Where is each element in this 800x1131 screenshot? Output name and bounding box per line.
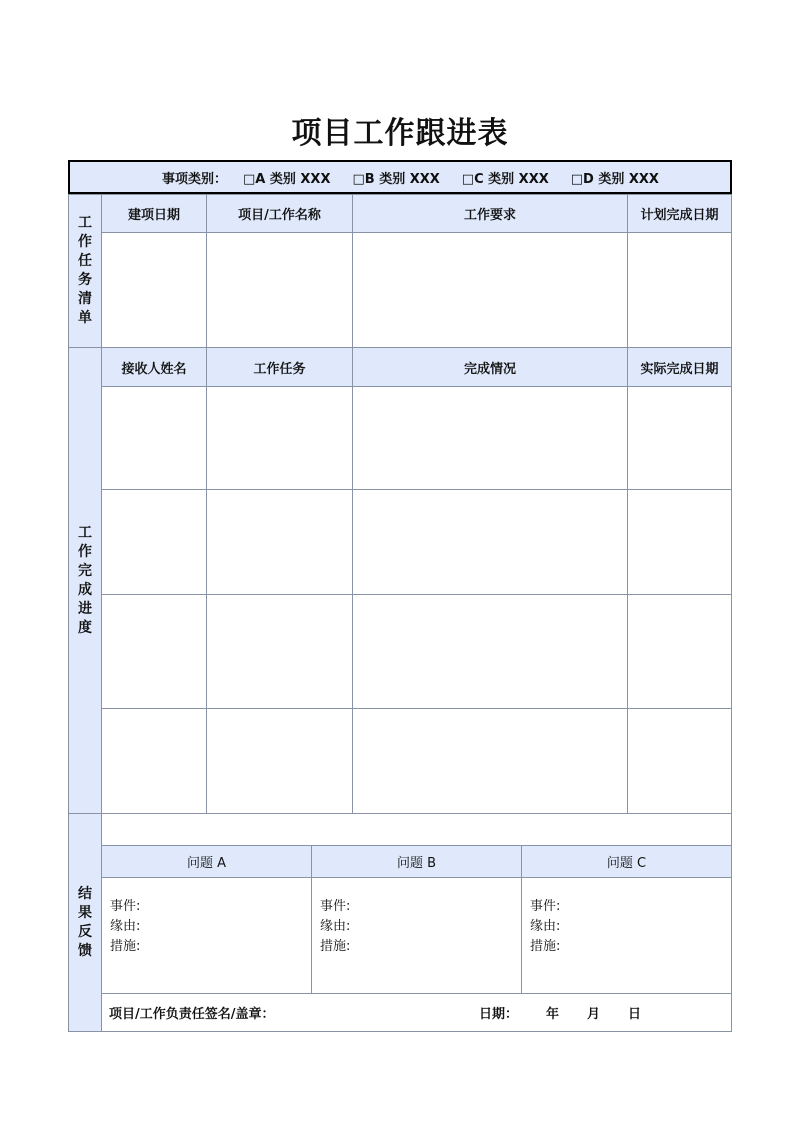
- header-start-date: 建项日期: [101, 194, 207, 233]
- signature-label: 项目/工作负责任签名/盖章：: [109, 1007, 275, 1022]
- side-label-char: 单: [78, 310, 92, 326]
- side-label-char: 反: [78, 923, 92, 940]
- side-label-char: 完: [78, 562, 92, 579]
- date-month: 月: [587, 1007, 601, 1022]
- side-label-char: 成: [78, 581, 92, 598]
- date-day: 日: [628, 1007, 642, 1022]
- progress-cell[interactable]: [627, 386, 732, 490]
- issue-a-reason: 缘由:: [110, 919, 141, 934]
- category-option-b[interactable]: □B 类别 XXX: [352, 171, 440, 187]
- progress-cell[interactable]: [101, 594, 207, 709]
- feedback-blank-row[interactable]: [101, 813, 732, 846]
- task-list-side-label: [68, 194, 102, 348]
- signature-row[interactable]: [101, 993, 732, 1032]
- task-cell-requirements[interactable]: [352, 232, 628, 348]
- task-cell-start-date[interactable]: [101, 232, 207, 348]
- issue-a-measure: 措施:: [110, 939, 141, 954]
- header-receiver-name: 接收人姓名: [101, 347, 207, 387]
- side-label-char: 度: [78, 619, 92, 636]
- progress-cell[interactable]: [206, 386, 353, 490]
- side-label-char: 清: [78, 291, 92, 307]
- progress-side-label: [68, 347, 102, 814]
- issue-c-title: 问题 C: [521, 845, 732, 878]
- issue-a-details[interactable]: [101, 877, 312, 994]
- issue-b-event: 事件:: [320, 899, 351, 914]
- progress-cell[interactable]: [352, 489, 628, 595]
- issue-c-event: 事件:: [530, 899, 561, 914]
- category-option-d[interactable]: □D 类别 XXX: [570, 171, 659, 187]
- feedback-side-label: [68, 813, 102, 1032]
- side-label-char: 作: [78, 234, 92, 250]
- side-label-char: 结: [78, 885, 92, 902]
- category-option-a[interactable]: □A 类别 XXX: [243, 171, 331, 187]
- issue-b-reason: 缘由:: [320, 919, 351, 934]
- side-label-char: 任: [78, 253, 92, 269]
- progress-cell[interactable]: [352, 386, 628, 490]
- side-label-char: 工: [78, 524, 92, 541]
- side-label-char: 进: [78, 600, 92, 617]
- progress-cell[interactable]: [101, 489, 207, 595]
- task-cell-planned-date[interactable]: [627, 232, 732, 348]
- progress-cell[interactable]: [627, 594, 732, 709]
- progress-cell[interactable]: [101, 386, 207, 490]
- task-cell-project-name[interactable]: [206, 232, 353, 348]
- issue-c-details[interactable]: [521, 877, 732, 994]
- issue-a-title: 问题 A: [101, 845, 312, 878]
- category-option-c[interactable]: □C 类别 XXX: [461, 171, 549, 187]
- header-work-task: 工作任务: [206, 347, 353, 387]
- header-actual-date: 实际完成日期: [627, 347, 732, 387]
- header-completion-status: 完成情况: [352, 347, 628, 387]
- date-year: 年: [546, 1007, 560, 1022]
- side-label-char: 务: [78, 272, 92, 288]
- issue-c-reason: 缘由:: [530, 919, 561, 934]
- header-requirements: 工作要求: [352, 194, 628, 233]
- progress-cell[interactable]: [352, 708, 628, 814]
- progress-cell[interactable]: [101, 708, 207, 814]
- issue-b-measure: 措施:: [320, 939, 351, 954]
- side-label-char: 馈: [78, 942, 92, 959]
- issue-c-measure: 措施:: [530, 939, 561, 954]
- issue-a-event: 事件:: [110, 899, 141, 914]
- page-title: 项目工作跟进表: [291, 116, 509, 151]
- issue-b-details[interactable]: [311, 877, 522, 994]
- progress-cell[interactable]: [206, 708, 353, 814]
- side-label-char: 工: [78, 215, 92, 231]
- progress-cell[interactable]: [627, 489, 732, 595]
- progress-cell[interactable]: [352, 594, 628, 709]
- date-label: 日期：: [479, 1007, 519, 1022]
- progress-cell[interactable]: [206, 594, 353, 709]
- header-planned-date: 计划完成日期: [627, 194, 732, 233]
- progress-cell[interactable]: [627, 708, 732, 814]
- progress-cell[interactable]: [206, 489, 353, 595]
- header-project-name: 项目/工作名称: [206, 194, 353, 233]
- issue-b-title: 问题 B: [311, 845, 522, 878]
- side-label-char: 作: [78, 543, 92, 560]
- side-label-char: 果: [78, 904, 92, 921]
- category-label: 事项类别：: [162, 171, 228, 187]
- category-bar: [68, 160, 732, 194]
